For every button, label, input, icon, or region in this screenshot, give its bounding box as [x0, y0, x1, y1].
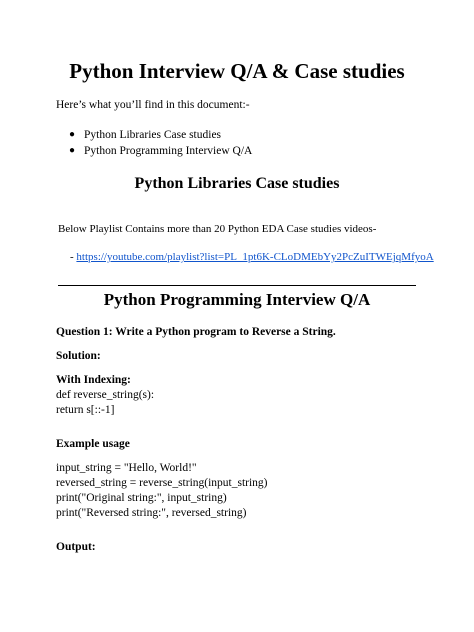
section-heading-libraries: Python Libraries Case studies: [134, 175, 340, 192]
example-usage-label: Example usage: [56, 438, 130, 450]
toc-item-label: Python Programming Interview Q/A: [84, 145, 253, 157]
output-label: Output:: [56, 541, 96, 553]
example-code-line: input_string = "Hello, World!": [56, 462, 197, 474]
example-code-line: reversed_string = reverse_string(input_string): [56, 477, 268, 489]
horizontal-divider: [58, 285, 416, 286]
toc-item-label: Python Libraries Case studies: [84, 129, 222, 141]
playlist-link-row: [70, 250, 434, 265]
solution-label: Solution:: [56, 350, 101, 362]
playlist-description: Below Playlist Contains more than 20 Python EDA Case studies videos-: [58, 223, 377, 235]
section-heading-programming: Python Programming Interview Q/A: [103, 290, 371, 309]
question-1: Question 1: Write a Python program to Reverse a String.: [56, 326, 336, 338]
bullet-icon: ●: [69, 145, 76, 156]
link-prefix: -: [70, 251, 77, 263]
bullet-icon: ●: [69, 129, 76, 140]
toc-item-programming: [68, 143, 252, 159]
code-line: def reverse_string(s):: [56, 389, 155, 401]
example-code-line: print("Reversed string:", reversed_string): [56, 507, 247, 519]
code-line: return s[::-1]: [56, 404, 115, 416]
example-code-line: print("Original string:", input_string): [56, 492, 227, 504]
intro-text: Here’s what you’ll find in this document:-: [56, 99, 250, 111]
playlist-link[interactable]: https://youtube.com/playlist?list=PL_1pt6K-CLoDMEbYy2PcZuITWEjqMfyoA: [76, 251, 434, 263]
with-indexing-label: With Indexing:: [56, 374, 131, 386]
document-title: Python Interview Q/A & Case studies: [69, 59, 405, 83]
toc-item-libraries: [68, 127, 252, 143]
table-of-contents: [68, 127, 252, 159]
